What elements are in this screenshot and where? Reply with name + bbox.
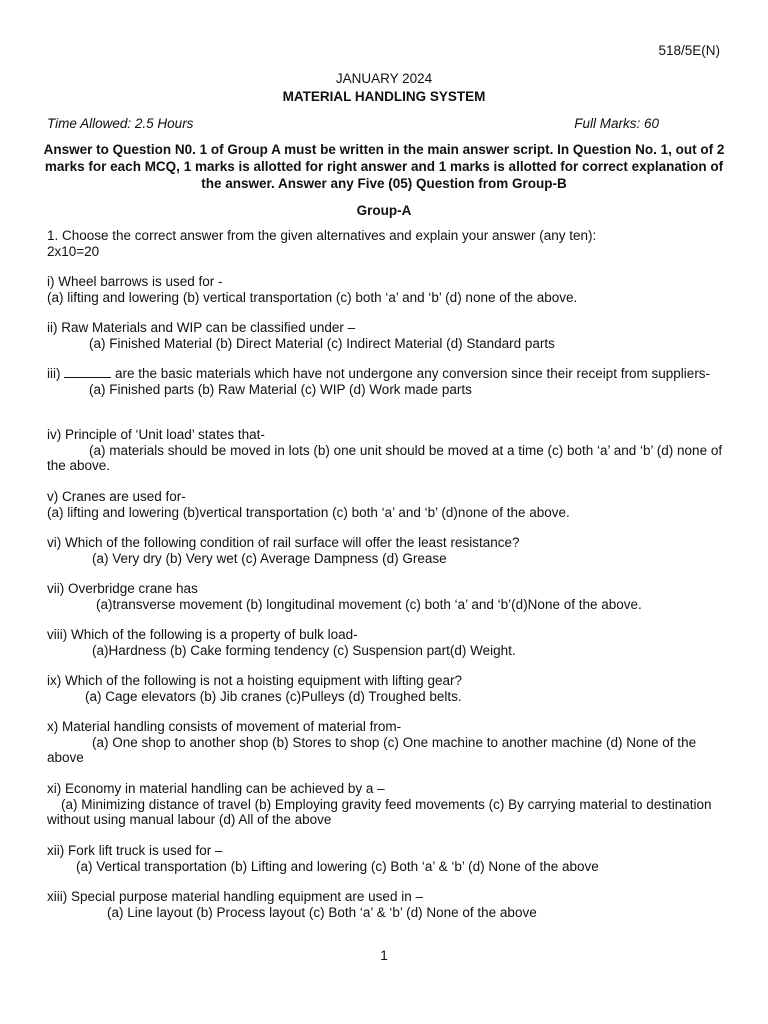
question-item	[47, 719, 727, 766]
question-stem: vii) Overbridge crane has	[47, 581, 198, 596]
question-options: (a) Minimizing distance of travel (b) Employing gravity feed movements (c) By carrying material to destination without using manual labour (d) All of the above	[47, 796, 712, 827]
question-options: (a)Hardness (b) Cake forming tendency (c) Suspension part(d) Weight.	[92, 642, 516, 658]
question-options: (a) Vertical transportation (b) Lifting and lowering (c) Both ‘a’ & ‘b’ (d) None of the above	[76, 858, 599, 874]
question-stem: vi) Which of the following condition of rail surface will offer the least resistance?	[47, 535, 520, 550]
question-item	[47, 843, 727, 874]
paper-code: 518/5E(N)	[658, 43, 720, 58]
question-stem	[47, 366, 727, 382]
question-1	[47, 228, 737, 259]
question-options: (a) lifting and lowering (b)vertical transportation (c) both ‘a’ and ‘b’ (d)none of the above.	[47, 504, 570, 520]
group-title: Group-A	[356, 203, 412, 218]
page-number: 1	[380, 948, 388, 963]
question-options: (a) Very dry (b) Very wet (c) Average Dampness (d) Grease	[92, 550, 447, 566]
question-options: (a) lifting and lowering (b) vertical transportation (c) both ‘a’ and ‘b’ (d) none of the above.	[47, 289, 578, 305]
question-item	[47, 366, 727, 397]
question-stem: xi) Economy in material handling can be achieved by a –	[47, 781, 385, 796]
question-item	[47, 535, 727, 566]
question-stem: xiii) Special purpose material handling equipment are used in –	[47, 889, 423, 904]
question-1-text: 1. Choose the correct answer from the given alternatives and explain your answer (any ten):	[47, 228, 597, 243]
question-item	[47, 581, 727, 612]
question-stem: v) Cranes are used for-	[47, 489, 186, 504]
question-options: (a) One shop to another shop (b) Stores to shop (c) One machine to another machine (d) None of the above	[47, 734, 697, 765]
question-stem-prefix: iii)	[47, 366, 65, 381]
question-item	[47, 320, 727, 351]
question-item	[47, 489, 727, 520]
fill-in-blank	[64, 376, 111, 378]
question-options: (a) Line layout (b) Process layout (c) Both ‘a’ & ‘b’ (d) None of the above	[107, 904, 537, 920]
question-stem-suffix: are the basic materials which have not undergone any conversion since their receipt from suppliers-	[111, 366, 711, 381]
full-marks: Full Marks: 60	[574, 116, 659, 131]
instructions: Answer to Question N0. 1 of Group A must be written in the main answer script. In Question No. 1, out of 2 marks for each MCQ, 1 marks is allotted for right answer and 1 marks is allotted for correct explanation of the answer. Answer any Five (05) Question from Group-B	[43, 142, 725, 191]
time-allowed: Time Allowed: 2.5 Hours	[47, 116, 194, 131]
question-stem: ix) Which of the following is not a hoisting equipment with lifting gear?	[47, 673, 462, 688]
question-stem: i) Wheel barrows is used for -	[47, 274, 223, 289]
question-stem: iv) Principle of ‘Unit load’ states that-	[47, 427, 265, 442]
question-options: (a)transverse movement (b) longitudinal movement (c) both ‘a’ and ‘b’(d)None of the above.	[96, 596, 642, 612]
question-item	[47, 427, 727, 474]
question-stem: x) Material handling consists of movement of material from-	[47, 719, 402, 734]
question-options: (a) Cage elevators (b) Jib cranes (c)Pulleys (d) Troughed belts.	[85, 688, 462, 704]
question-options: (a) Finished parts (b) Raw Material (c) WIP (d) Work made parts	[89, 381, 472, 397]
question-stem: xii) Fork lift truck is used for –	[47, 843, 223, 858]
exam-meta	[47, 116, 659, 131]
exam-month-year: JANUARY 2024	[335, 71, 433, 86]
question-item	[47, 889, 727, 920]
question-options: (a) Finished Material (b) Direct Material (c) Indirect Material (d) Standard parts	[89, 335, 555, 351]
subject-title: MATERIAL HANDLING SYSTEM	[282, 89, 486, 104]
question-stem: ii) Raw Materials and WIP can be classified under –	[47, 320, 356, 335]
question-item	[47, 781, 727, 828]
question-options: (a) materials should be moved in lots (b) one unit should be moved at a time (c) both ‘a’ and ‘b’ (d) none of the above.	[47, 442, 723, 473]
question-item	[47, 627, 727, 658]
question-item	[47, 673, 727, 704]
question-1-marks: 2x10=20	[47, 243, 100, 259]
question-stem: viii) Which of the following is a property of bulk load-	[47, 627, 358, 642]
question-item	[47, 274, 727, 305]
